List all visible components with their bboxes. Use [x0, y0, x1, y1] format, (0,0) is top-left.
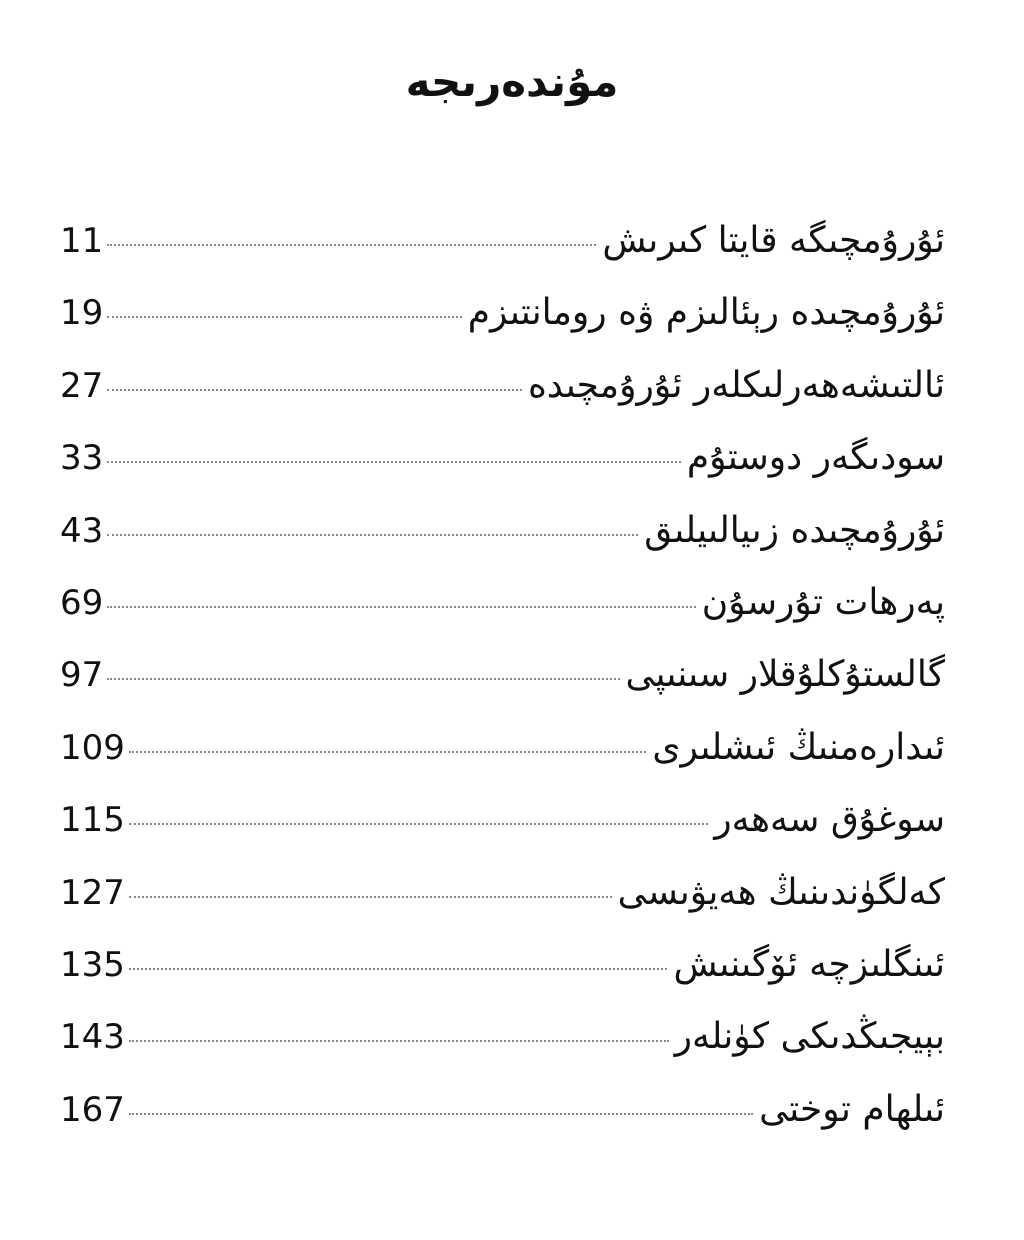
toc-leader-dots: [129, 1040, 669, 1042]
page-title: مۇندەرىجە: [405, 57, 619, 106]
toc-leader-dots: [107, 606, 696, 608]
toc-leader-dots: [107, 316, 461, 318]
toc-page-number: 97: [60, 655, 104, 696]
toc-leader-dots: [107, 461, 681, 463]
toc-entry[interactable]: [60, 567, 945, 639]
toc-entry-title: ئۇرۇمچىگە قايتا كىرىش: [602, 220, 945, 261]
toc-page-number: 69: [60, 582, 104, 623]
toc-entry[interactable]: [60, 205, 945, 277]
toc-entry[interactable]: [60, 350, 945, 422]
toc-entry-title: بېيجىڭدىكى كۈنلەر: [674, 1016, 945, 1058]
toc-page-number: 115: [60, 800, 125, 841]
toc-leader-dots: [107, 389, 522, 391]
toc-leader-dots: [129, 751, 646, 753]
toc-entry-title: سوغۇق سەھەر: [714, 799, 945, 841]
toc-entry[interactable]: [60, 277, 945, 349]
toc-page-number: 43: [60, 510, 104, 551]
toc-entry[interactable]: [60, 1001, 945, 1073]
toc-entry-title: سودىگەر دوستۇم: [686, 437, 945, 479]
table-of-contents: [60, 205, 945, 1146]
toc-entry[interactable]: [60, 712, 945, 784]
toc-entry[interactable]: [60, 422, 945, 494]
toc-page-number: 135: [60, 944, 125, 985]
toc-leader-dots: [129, 1113, 753, 1115]
toc-entry[interactable]: [60, 639, 945, 711]
toc-page-number: 11: [60, 221, 104, 261]
toc-page-number: 109: [60, 727, 125, 768]
toc-page-number: 167: [60, 1089, 125, 1130]
toc-entry-title: ئىنگلىزچە ئۆگىنىش: [673, 943, 945, 985]
toc-entry[interactable]: [60, 1074, 945, 1146]
toc-entry-title: ئىلھام توختى: [759, 1088, 945, 1130]
toc-entry[interactable]: [60, 495, 945, 567]
toc-page-number: 19: [60, 293, 104, 334]
toc-leader-dots: [107, 244, 596, 246]
toc-page-number: 27: [60, 365, 104, 406]
toc-entry-title: پەرھات تۇرسۇن: [701, 581, 945, 623]
toc-entry-title: گالستۇكلۇقلار سىنىپى: [625, 654, 945, 696]
toc-page-number: 33: [60, 438, 104, 479]
toc-entry-title: ئۇرۇمچىدە زىيالىيلىق: [644, 509, 945, 551]
toc-entry-title: ئۇرۇمچىدە رېئالىزم ۋە رومانتىزم: [467, 292, 945, 334]
toc-entry[interactable]: [60, 857, 945, 929]
toc-entry-title: كەلگۈندىنىڭ ھەيۋىسى: [617, 871, 945, 913]
toc-leader-dots: [129, 968, 668, 970]
toc-entry[interactable]: [60, 929, 945, 1001]
toc-leader-dots: [129, 823, 708, 825]
toc-entry-title: ئىدارەمنىڭ ئىشلىرى: [652, 726, 945, 768]
toc-leader-dots: [107, 534, 638, 536]
toc-entry[interactable]: [60, 784, 945, 856]
toc-entry-title: ئالتىشەھەرلىكلەر ئۇرۇمچىدە: [527, 364, 945, 406]
toc-page-number: 143: [60, 1017, 125, 1058]
toc-leader-dots: [129, 896, 612, 898]
toc-leader-dots: [107, 678, 619, 680]
toc-page-number: 127: [60, 872, 125, 913]
